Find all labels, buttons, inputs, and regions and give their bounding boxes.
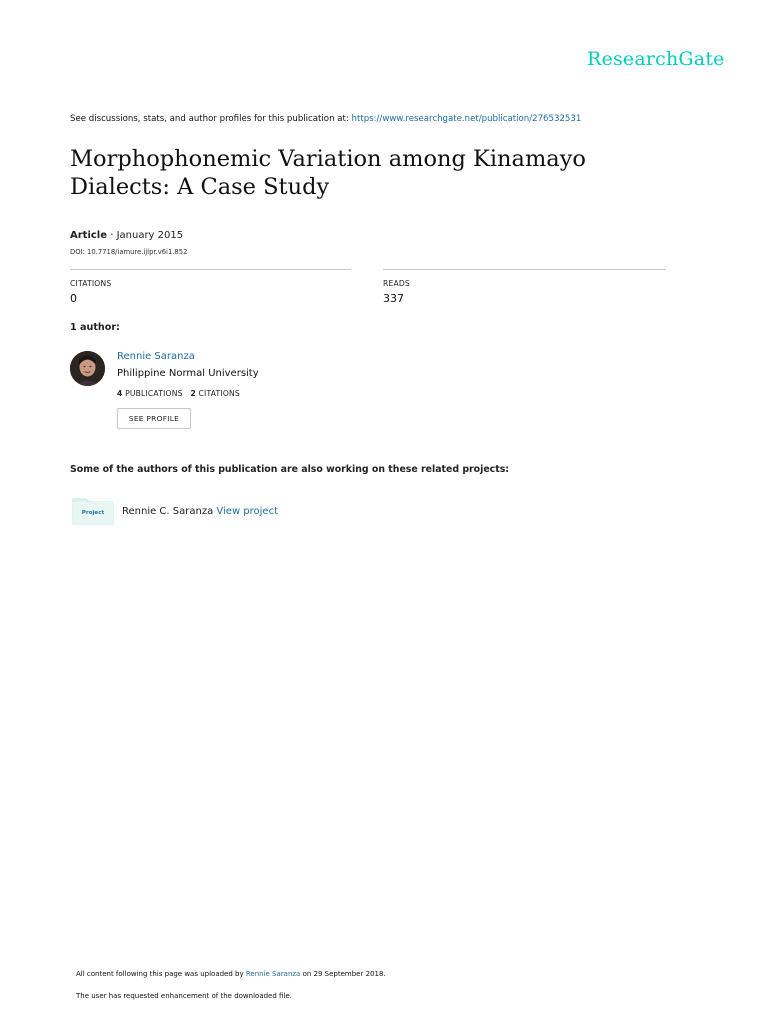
researchgate-logo[interactable]: ResearchGate bbox=[587, 48, 725, 70]
uploader-link[interactable]: Rennie Saranza bbox=[245, 970, 301, 978]
enhancement-note: The user has requested enhancement of the downloaded file. bbox=[76, 992, 292, 1000]
author-publications-count: 4 bbox=[117, 389, 123, 398]
title-line-1: Morphophonemic Variation among Kinamayo bbox=[70, 146, 586, 172]
upload-note bbox=[76, 970, 386, 978]
author-citations-count: 2 bbox=[190, 389, 196, 398]
upload-suffix: on 29 September 2018. bbox=[300, 970, 386, 978]
related-projects-heading: Some of the authors of this publication are also working on these related projects: bbox=[70, 464, 510, 475]
citations-value: 0 bbox=[70, 292, 77, 305]
author-name-link[interactable]: Rennie Saranza bbox=[117, 351, 195, 362]
reads-divider bbox=[383, 269, 666, 270]
author-photo-icon bbox=[70, 351, 105, 386]
publication-doi[interactable]: DOI: 10.7718/iamure.ijlpr.v6i1.852 bbox=[70, 248, 188, 256]
authors-heading: 1 author: bbox=[70, 322, 120, 333]
title-line-2: Dialects: A Case Study bbox=[70, 174, 330, 200]
upload-prefix: All content following this page was uploaded by bbox=[76, 970, 246, 978]
author-stats bbox=[117, 389, 240, 398]
see-profile-button[interactable]: SEE PROFILE bbox=[117, 408, 191, 429]
publication-type: Article bbox=[70, 230, 108, 241]
reads-value: 337 bbox=[383, 292, 404, 305]
citations-label: CITATIONS bbox=[70, 279, 112, 288]
publication-title bbox=[70, 145, 690, 201]
publication-date: · January 2015 bbox=[107, 230, 184, 241]
author-avatar[interactable] bbox=[70, 351, 105, 386]
project-icon-label: Project bbox=[81, 510, 105, 516]
see-discussions-line bbox=[70, 114, 581, 124]
view-project-link[interactable]: View project bbox=[216, 506, 279, 517]
author-institution: Philippine Normal University bbox=[117, 368, 259, 379]
citations-divider bbox=[70, 269, 351, 270]
project-line bbox=[122, 506, 278, 517]
see-discussions-text: See discussions, stats, and author profiles for this publication at: bbox=[70, 114, 352, 124]
project-owner: Rennie C. Saranza bbox=[122, 506, 217, 517]
publication-url-link[interactable]: https://www.researchgate.net/publication/276532531 bbox=[351, 114, 582, 124]
reads-label: READS bbox=[383, 279, 410, 288]
author-citations-label: CITATIONS bbox=[198, 389, 240, 398]
project-folder-icon[interactable] bbox=[72, 496, 114, 525]
publication-meta bbox=[70, 230, 183, 241]
author-publications-label: PUBLICATIONS bbox=[125, 389, 183, 398]
